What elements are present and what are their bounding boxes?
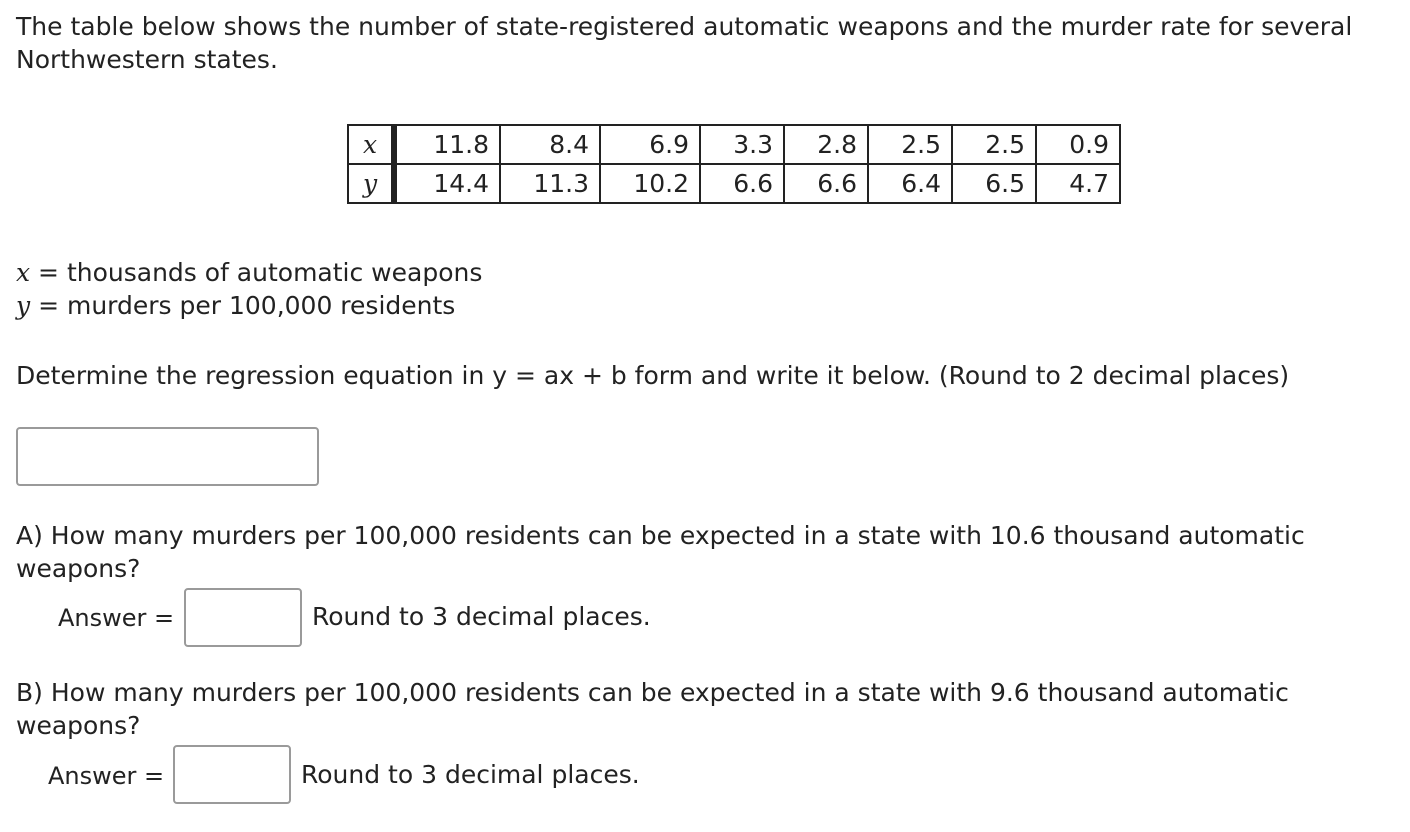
table-cell-y-3: 10.2 — [600, 164, 700, 203]
part-b-round-note: Round to 3 decimal places. — [301, 760, 640, 789]
part-a-answer-label: Answer = — [58, 604, 175, 632]
table-cell-y-4: 6.6 — [700, 164, 784, 203]
intro-text: The table below shows the number of state-registered automatic weapons and the murder rate for several Northwestern states. — [16, 12, 1353, 74]
legend-y-var: y — [16, 291, 31, 320]
part-b — [16, 676, 1396, 807]
data-table — [347, 124, 1121, 204]
part-b-answer-input[interactable] — [173, 745, 291, 804]
variable-legend — [16, 256, 482, 322]
table-cell-x-5: 2.8 — [784, 125, 868, 164]
table-cell-x-7: 2.5 — [952, 125, 1036, 164]
table-cell-y-7: 6.5 — [952, 164, 1036, 203]
legend-x-var: x — [16, 258, 31, 287]
part-a-answer-row — [16, 588, 1396, 650]
table-cell-y-2: 11.3 — [500, 164, 600, 203]
table-cell-x-1: 11.8 — [394, 125, 500, 164]
regression-question: Determine the regression equation in y = ax + b form and write it below. (Round to 2 decimal places) — [16, 361, 1290, 390]
table-cell-x-2: 8.4 — [500, 125, 600, 164]
table-cell-x-8: 0.9 — [1036, 125, 1120, 164]
table-cell-y-5: 6.6 — [784, 164, 868, 203]
part-b-answer-label: Answer = — [48, 762, 165, 790]
legend-y-desc: = murders per 100,000 residents — [30, 291, 456, 320]
part-a-answer-input[interactable] — [184, 588, 302, 647]
legend-y — [16, 289, 482, 322]
table-cell-y-8: 4.7 — [1036, 164, 1120, 203]
row-label-x: x — [348, 125, 394, 164]
table-row-y — [348, 164, 1120, 203]
part-a-round-note: Round to 3 decimal places. — [312, 602, 651, 631]
legend-x — [16, 256, 482, 289]
part-a — [16, 519, 1396, 650]
table-row-x — [348, 125, 1120, 164]
table-cell-y-1: 14.4 — [394, 164, 500, 203]
row-label-y: y — [348, 164, 394, 203]
part-b-question: B) How many murders per 100,000 residents can be expected in a state with 9.6 thousand automatic weapons? — [16, 678, 1289, 740]
table-cell-x-6: 2.5 — [868, 125, 952, 164]
table-cell-y-6: 6.4 — [868, 164, 952, 203]
part-b-answer-row — [16, 745, 1396, 807]
regression-equation-input[interactable] — [16, 427, 319, 486]
table-cell-x-4: 3.3 — [700, 125, 784, 164]
table-cell-x-3: 6.9 — [600, 125, 700, 164]
legend-x-desc: = thousands of automatic weapons — [30, 258, 483, 287]
part-a-question: A) How many murders per 100,000 residents can be expected in a state with 10.6 thousand automatic weapons? — [16, 521, 1305, 583]
